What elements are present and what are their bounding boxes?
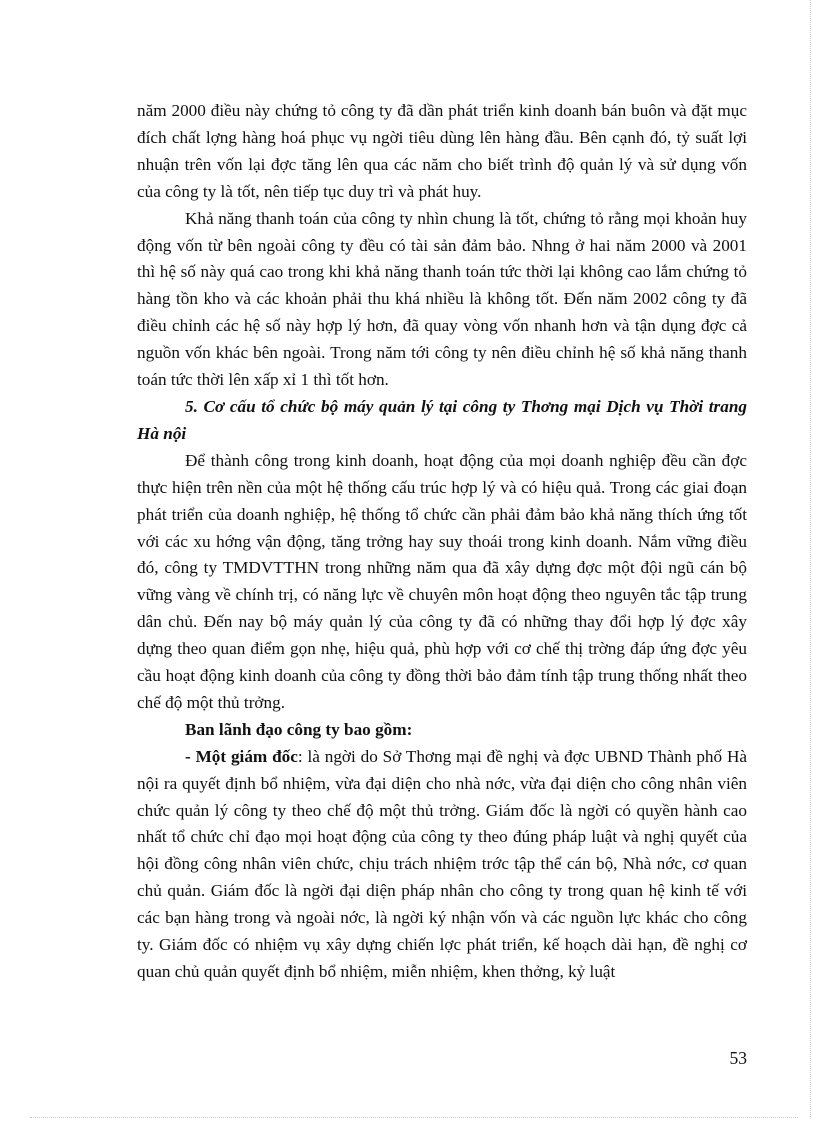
page-body [137,98,747,986]
page-border-right [810,0,811,1117]
paragraph-director [137,744,747,986]
leadership-heading: Ban lãnh đạo công ty bao gồm: [185,719,413,739]
page-border-bottom [30,1117,798,1118]
paragraph-solvency: Khả năng thanh toán của công ty nhìn chung là tốt, chứng tỏ rằng mọi khoản huy động vốn từ bên ngoài công ty đều có tài sản đảm bảo. Nhng ở hai năm 2000 và 2001 thì hệ số này quá cao trong khi khả năng thanh toán tức thời lại không cao lắm chứng tỏ hàng tồn kho và các khoản phải thu khá nhiều là không tốt. Đến năm 2002 công ty đã điều chỉnh các hệ số này hợp lý hơn, đã quay vòng vốn nhanh hơn và tận dụng đợc cả nguồn vốn khác bên ngoài. Trong năm tới công ty nên điều chỉnh hệ số khả năng thanh toán tức thời lên xấp xỉ 1 thì tốt hơn. [137,208,747,390]
director-text: : là ngời do Sở Thơng mại đề nghị và đợc UBND Thành phố Hà nội ra quyết định bổ nhiệm, vừa đại diện cho nhà nớc, vừa đại diện cho công nhân viên chức quản lý công ty theo chế độ một thủ trởng. Giám đốc là ngời có quyền hành cao nhất tổ chức chỉ đạo mọi hoạt động của công ty theo đúng pháp luật và nghị quyết của hội đồng công nhân viên chức, chịu trách nhiệm trớc tập thể cán bộ, Nhà nớc, cơ quan chủ quản. Giám đốc là ngời đại diện pháp nhân cho công ty trong quan hệ kinh tế với các bạn hàng trong và ngoài nớc, là ngời ký nhận vốn và các nguồn lực khác cho công ty. Giám đốc có nhiệm vụ xây dựng chiến lợc phát triển, kế hoạch dài hạn, đề nghị cơ quan chủ quản quyết định bổ nhiệm, miễn nhiệm, khen thởng, kỷ luật [137,746,747,981]
paragraph-profit-analysis: năm 2000 điều này chứng tỏ công ty đã dần phát triển kinh doanh bán buôn và đặt mục đích chất lợng hàng hoá phục vụ ngời tiêu dùng lên hàng đầu. Bên cạnh đó, tỷ suất lợi nhuận trên vốn lại đợc tăng lên qua các năm cho biết trình độ quản lý và sử dụng vốn của công ty là tốt, nên tiếp tục duy trì và phát huy. [137,101,747,201]
page-number: 53 [729,1048,747,1068]
section-heading: 5. Cơ cấu tổ chức bộ máy quản lý tại công ty Thơng mại Dịch vụ Thời trang Hà nội [137,396,747,443]
director-label: - Một giám đốc [185,746,298,766]
paragraph-organization: Để thành công trong kinh doanh, hoạt động của mọi doanh nghiệp đều cần đợc thực hiện trên nền của một hệ thống cấu trúc hợp lý và có hiệu quả. Trong các giai đoạn phát triển của doanh nghiệp, hệ thống tổ chức cần phải đảm bảo khả năng thích ứng tốt với các xu hớng vận động, tăng trởng hay suy thoái trong kinh doanh. Nắm vững điều đó, công ty TMDVTTHN trong những năm qua đã xây dựng đợc một đội ngũ cán bộ vững vàng về chính trị, có năng lực về chuyên môn hoạt động theo nguyên tắc tập trung dân chủ. Đến nay bộ máy quản lý của công ty đã có những thay đổi hợp lý đợc xây dựng theo quan điểm gọn nhẹ, hiệu quả, phù hợp với cơ chế thị trờng đáp ứng đợc yêu cầu hoạt động kinh doanh của công ty đồng thời bảo đảm tính tập trung thống nhất theo chế độ một thủ trởng. [137,450,747,712]
